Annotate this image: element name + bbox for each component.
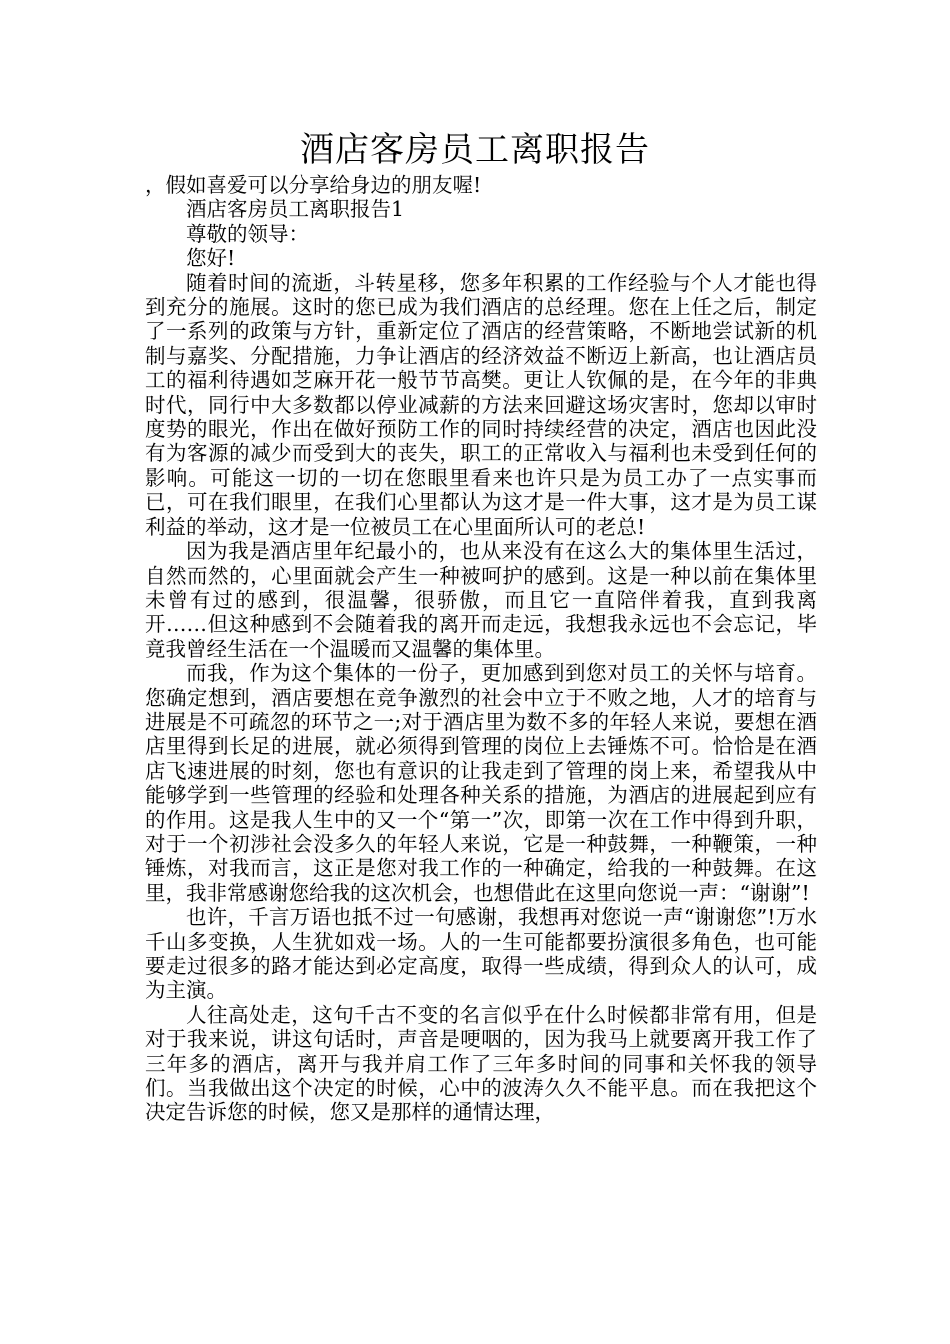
intro-line: ，假如喜爱可以分享给身边的朋友喔! [145, 173, 482, 197]
paragraph: 也许，千言万语也抵不过一句感谢，我想再对您说一声“谢谢您”!万水千山多变换，人生犹如戏一场。人的一生可能都要扮演很多角色，也可能要走过很多的路才能达到必定高度，取得一些成绩，得到众人的认可，成为主演。 [145, 905, 817, 1003]
salutation: 尊敬的领导： [186, 221, 309, 246]
document-title: 酒店客房员工离职报告 [300, 130, 650, 170]
paragraph: 因为我是酒店里年纪最小的，也从来没有在这么大的集体里生活过，自然而然的，心里面就会产生一种被呵护的感到。这是一种以前在集体里未曾有过的感到，很温馨，很骄傲，而且它一直陪伴着我，直到我离开……但这种感到不会随着我的离开而走远，我想我永远也不会忘记，毕竟我曾经生活在一个温暖而又温馨的集体里。 [145, 539, 817, 661]
greeting: 您好! [186, 246, 236, 271]
paragraph: 随着时间的流逝，斗转星移，您多年积累的工作经验与个人才能也得到充分的施展。这时的您已成为我们酒店的总经理。您在上任之后，制定了一系列的政策与方针，重新定位了酒店的经营策略，不断地尝试新的机制与嘉奖、分配措施，力争让酒店的经济效益不断迈上新高，也让酒店员工的福利待遇如芝麻开花一般节节高樊。更让人钦佩的是，在今年的非典时代，同行中大多数都以停业减薪的方法来回避这场灾害时，您却以审时度势的眼光，作出在做好预防工作的同时持续经营的决定，酒店也因此没有为客源的减少而受到大的丧失，职工的正常收入与福利也未受到任何的影响。可能这一切的一切在您眼里看来也许只是为员工办了一点实事而已，可在我们眼里，在我们心里都认为这才是一件大事，这才是为员工谋利益的举动，这才是一位被员工在心里面所认可的老总! [145, 270, 817, 539]
document-body [145, 173, 817, 1125]
paragraph: 而我，作为这个集体的一份子，更加感到到您对员工的关怀与培育。您确定想到，酒店要想在竞争激烈的社会中立于不败之地，人才的培育与进展是不可疏忽的环节之一;对于酒店里为数不多的年轻人来说，要想在酒店里得到长足的进展，就必须得到管理的岗位上去锤炼不可。恰恰是在酒店飞速进展的时刻，您也有意识的让我走到了管理的岗上来，希望我从中能够学到一些管理的经验和处理各种关系的措施，为酒店的进展起到应有的作用。这是我人生中的又一个“第一”次，即第一次在工作中得到升职，对于一个初涉社会没多久的年轻人来说，它是一种鼓舞，一种鞭策，一种锤炼，对我而言，这正是您对我工作的一种确定，给我的一种鼓舞。在这里，我非常感谢您给我的这次机会，也想借此在这里向您说一声：“谢谢”! [145, 661, 817, 905]
subtitle-line: 酒店客房员工离职报告1 [186, 197, 405, 222]
paragraph: 人往高处走，这句千古不变的名言似乎在什么时候都非常有用，但是对于我来说，讲这句话时，声音是哽咽的，因为我马上就要离开我工作了三年多的酒店，离开与我并肩工作了三年多时间的同事和关怀我的领导们。当我做出这个决定的时候，心中的波涛久久不能平息。而在我把这个决定告诉您的时候，您又是那样的通情达理， [145, 1002, 817, 1125]
